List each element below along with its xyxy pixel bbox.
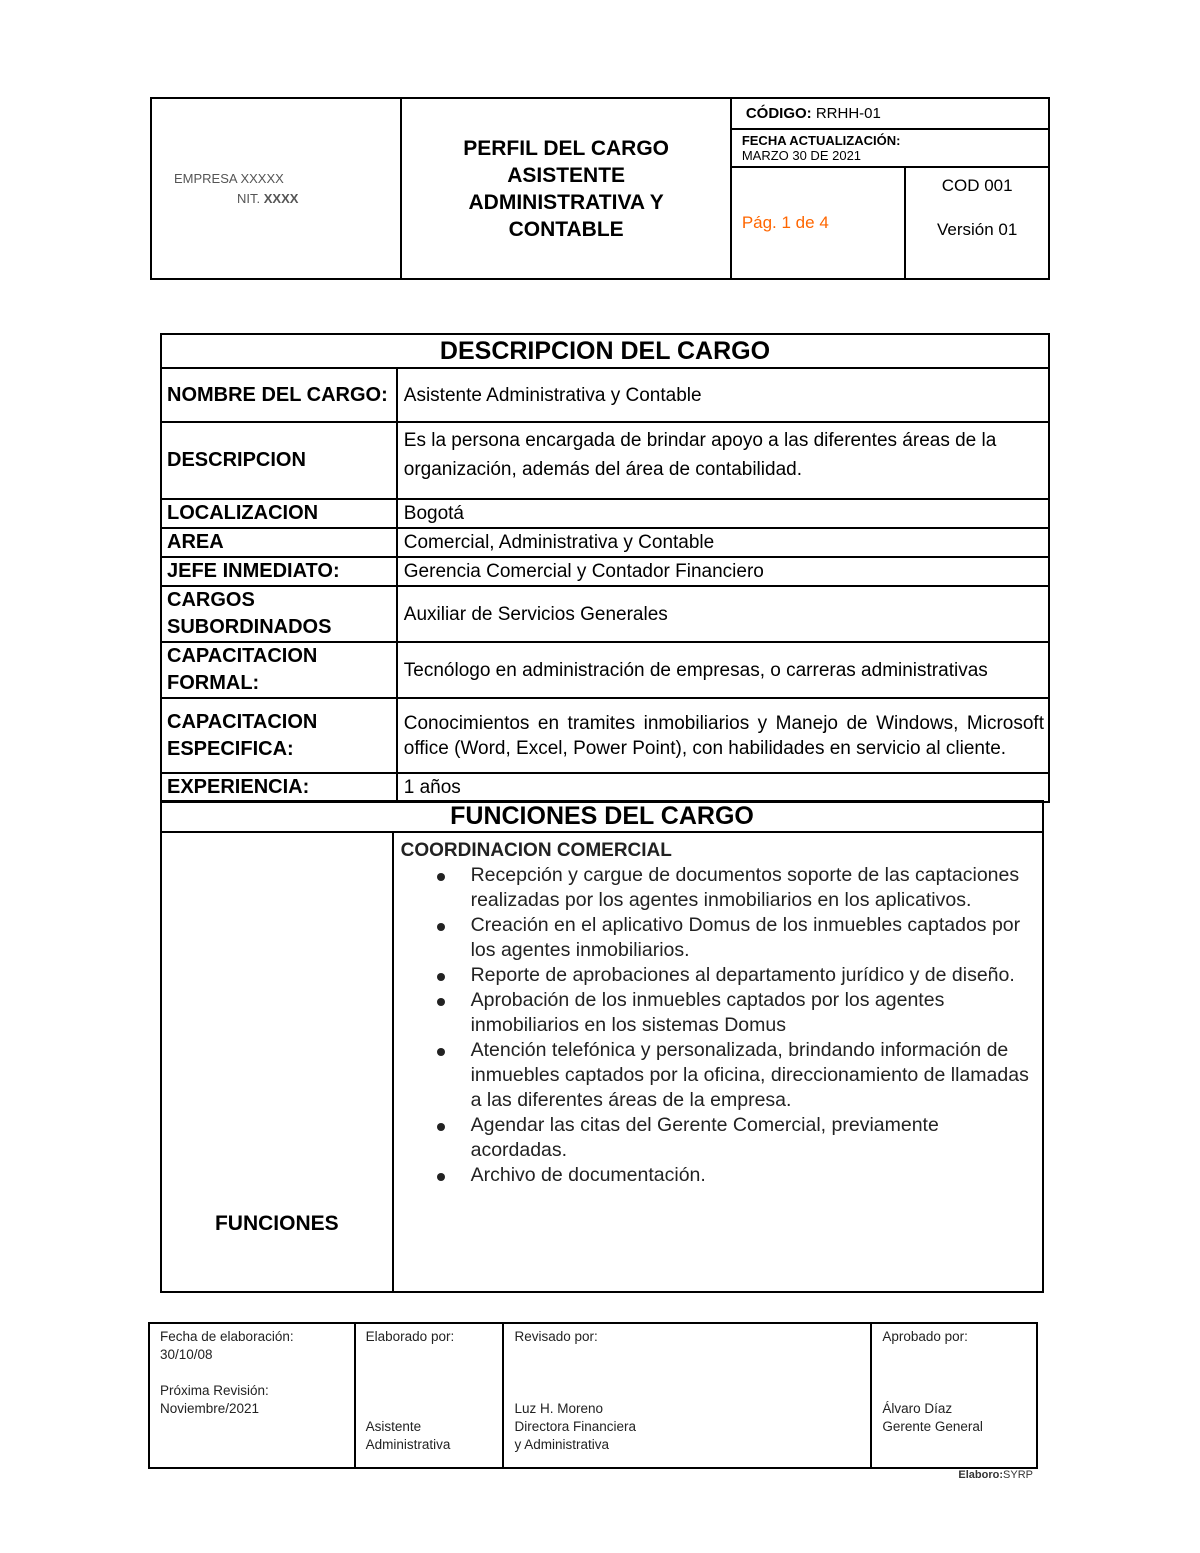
list-item: Recepción y cargue de documentos soporte de las captaciones realizadas por los agentes inmobiliarios en los aplicativos. — [471, 863, 1034, 913]
fecha-actualizacion-cell: FECHA ACTUALIZACIÓN: MARZO 30 DE 2021 — [731, 129, 1049, 167]
bullet-icon — [437, 923, 445, 931]
fecha-elaboracion-cell: Fecha de elaboración: 30/10/08 Próxima Revisión: Noviembre/2021 — [149, 1323, 355, 1468]
row-label: CAPACITACION ESPECIFICA: — [161, 698, 397, 773]
table-row — [161, 557, 1049, 586]
table-row — [161, 773, 1049, 802]
table-row — [161, 422, 1049, 499]
version-cell — [905, 167, 1049, 279]
revisado-cell: Revisado por: Luz H. Moreno Directora Financiera y Administrativa — [503, 1323, 871, 1468]
list-item: Aprobación de los inmuebles captados por los agentes inmobiliarios en los sistemas Domus — [471, 988, 1034, 1038]
row-value: Bogotá — [397, 499, 1049, 528]
coordinacion-heading: COORDINACION COMERCIAL — [400, 840, 672, 861]
list-item: Agendar las citas del Gerente Comercial, previamente acordadas. — [471, 1113, 1034, 1163]
row-value: Asistente Administrativa y Contable — [397, 368, 1049, 422]
bullet-icon — [437, 973, 445, 981]
company-nit: NIT. XXXX — [237, 190, 299, 206]
bullet-icon — [437, 873, 445, 881]
table-row — [161, 698, 1049, 773]
row-label: LOCALIZACION — [161, 499, 397, 528]
row-label: EXPERIENCIA: — [161, 773, 397, 802]
row-label: NOMBRE DEL CARGO: — [161, 368, 397, 422]
funciones-label: FUNCIONES — [161, 832, 393, 1292]
funciones-content — [393, 832, 1043, 1292]
bullet-icon — [437, 1123, 445, 1131]
bullet-icon — [437, 1048, 445, 1056]
document-header — [150, 97, 1050, 280]
section-heading-descripcion: DESCRIPCION DEL CARGO — [161, 334, 1049, 368]
table-row — [161, 368, 1049, 422]
row-label: CAPACITACION FORMAL: — [161, 642, 397, 698]
company-name: EMPRESA XXXXX — [174, 170, 284, 186]
functions-list — [401, 863, 1034, 1188]
approval-footer — [148, 1322, 1038, 1469]
description-table — [160, 333, 1050, 803]
row-value: Gerencia Comercial y Contador Financiero — [397, 557, 1049, 586]
cod-label: COD 001 — [941, 176, 1013, 195]
row-label: JEFE INMEDIATO: — [161, 557, 397, 586]
list-item: Reporte de aprobaciones al departamento jurídico y de diseño. — [471, 963, 1034, 988]
functions-table — [160, 800, 1044, 1293]
bullet-icon — [437, 1173, 445, 1181]
section-heading-funciones: FUNCIONES DEL CARGO — [161, 801, 1043, 832]
version-label: Versión 01 — [936, 220, 1018, 239]
page-number: Pág. 1 de 4 — [731, 167, 906, 279]
row-value: Comercial, Administrativa y Contable — [397, 528, 1049, 557]
row-label: CARGOS SUBORDINADOS — [161, 586, 397, 642]
row-value: Conocimientos en tramites inmobiliarios y Manejo de Windows, Microsoft office (Word, Excel, Power Point), con habilidades en servicio al cliente. — [397, 698, 1049, 773]
row-value: Tecnólogo en administración de empresas, o carreras administrativas — [397, 642, 1049, 698]
document-title: PERFIL DEL CARGO ASISTENTE ADMINISTRATIVA Y CONTABLE — [401, 98, 730, 279]
list-item: Atención telefónica y personalizada, brindando información de inmuebles captados por la oficina, direccionamiento de llamadas a las diferentes áreas de la empresa. — [471, 1038, 1034, 1113]
list-item: Creación en el aplicativo Domus de los inmuebles captados por los agentes inmobiliarios. — [471, 913, 1034, 963]
table-row — [161, 642, 1049, 698]
company-cell — [151, 98, 401, 279]
list-item: Archivo de documentación. — [471, 1163, 1034, 1188]
table-row — [161, 528, 1049, 557]
row-label: AREA — [161, 528, 397, 557]
row-value: Es la persona encargada de brindar apoyo a las diferentes áreas de la organización, además del área de contabilidad. — [397, 422, 1049, 499]
row-value: 1 años — [397, 773, 1049, 802]
row-label: DESCRIPCION — [161, 422, 397, 499]
row-value: Auxiliar de Servicios Generales — [397, 586, 1049, 642]
table-row — [161, 586, 1049, 642]
codigo-cell: CÓDIGO: RRHH-01 — [731, 98, 1049, 129]
bullet-icon — [437, 998, 445, 1006]
table-row — [161, 499, 1049, 528]
elaboro-note: Elaboro:SYRP — [958, 1469, 1033, 1481]
elaborado-cell: Elaborado por: Asistente Administrativa — [355, 1323, 504, 1468]
aprobado-cell: Aprobado por: Álvaro Díaz Gerente General — [871, 1323, 1037, 1468]
